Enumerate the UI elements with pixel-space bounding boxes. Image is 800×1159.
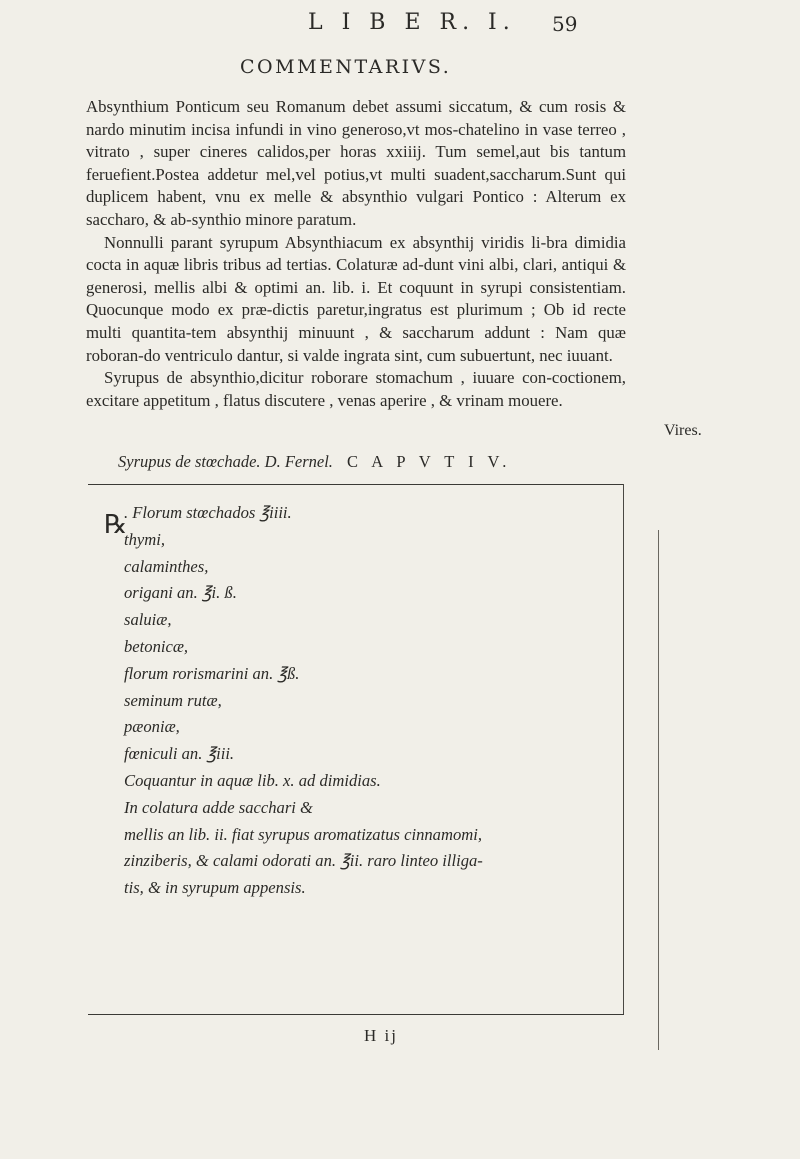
paragraph-nonnulli: Nonnulli parant syrupum Absynthiacum ex absynthij viridis li-bra dimidia cocta in aquæ libris tribus ad tertias. Colaturæ ad-dunt vini albi, clari, antiqui & generosi, mellis albi & optimi an. lib. i. Et coquunt in syrupi consistentiam. Quocunque modo ex præ-dictis paretur,ingratus est plurimum ; Ob id recte multi quantita-tem absynthij minuunt , & saccharum addunt : Nam quæ roboran-do ventriculo dantur, si valde ingrata sint, cum subuertunt, nec iuuant. <box>86 232 626 365</box>
paragraph-syrupus: Syrupus de absynthio,dicitur roborare stomachum , iuuare con-coctionem, excitare appetitum , flatus discutere , venas aperire , & vrinam mouere. <box>86 368 626 410</box>
recipe-line: Coquantur in aquæ lib. x. ad dimidias. <box>124 770 381 790</box>
signature-mark: H ij <box>364 1026 398 1045</box>
box-rule-bottom <box>88 1014 624 1015</box>
section-heading: COMMENTARIVS. <box>240 56 452 78</box>
running-head <box>0 8 800 38</box>
page-number: 59 <box>552 12 578 36</box>
recipe-line: betonicæ, <box>124 636 189 656</box>
recipe-line: origani an. ℥i. ß. <box>124 583 237 603</box>
recipe-line: florum rorismarini an. ℥ß. <box>124 663 300 683</box>
recipe-symbol-icon: ℞ <box>104 510 128 539</box>
recipe-line: zinziberis, & calami odorati an. ℥ii. raro linteo illiga- <box>124 851 483 871</box>
recipe-line: seminum rutæ, <box>124 690 222 710</box>
page-edge-rule <box>658 530 659 1050</box>
recipe-line: mellis an lib. ii. fiat syrupus aromatizatus cinnamomi, <box>124 824 483 844</box>
recipe-line: In colatura adde sacchari & <box>124 797 313 817</box>
running-head-title: L I B E R. I. <box>308 10 516 35</box>
commentary-text <box>86 96 626 412</box>
paragraph-absynthium: Absynthium Ponticum seu Romanum debet assumi siccatum, & cum rosis & nardo minutim incisa infundi in vino generoso,vt mos-chatelino in vase terreo , vitrato , super cineres calidos,per horas xxiiij. Tum semel,aut bis tantum feruefient.Postea addetur mel,vel potius,vt multi suadent,saccharum.Sunt qui duplicem habent, vnu ex melle & absynthio vulgari Pontico : Alterum ex saccharo, & ab-synthio minore paratum. <box>86 97 626 229</box>
margin-note: Vires. <box>664 422 702 439</box>
recipe-line: thymi, <box>124 529 166 549</box>
recipe-line: pæoniæ, <box>124 717 180 737</box>
recipe-caption <box>118 452 511 472</box>
recipe-line: calaminthes, <box>124 556 209 576</box>
recipe-line: tis, & in syrupum appensis. <box>124 878 306 898</box>
recipe-line: saluiæ, <box>124 610 172 630</box>
recipe-line: . Florum stœchados ℥iiii. <box>124 503 292 522</box>
recipe-box <box>104 500 624 902</box>
caption-title: Syrupus de stœchade. D. Fernel. <box>118 452 333 471</box>
recipe-line: fœniculi an. ℥iii. <box>124 744 235 764</box>
chapter-label: C A P V T I V. <box>347 452 512 471</box>
box-rule-top <box>88 484 624 485</box>
